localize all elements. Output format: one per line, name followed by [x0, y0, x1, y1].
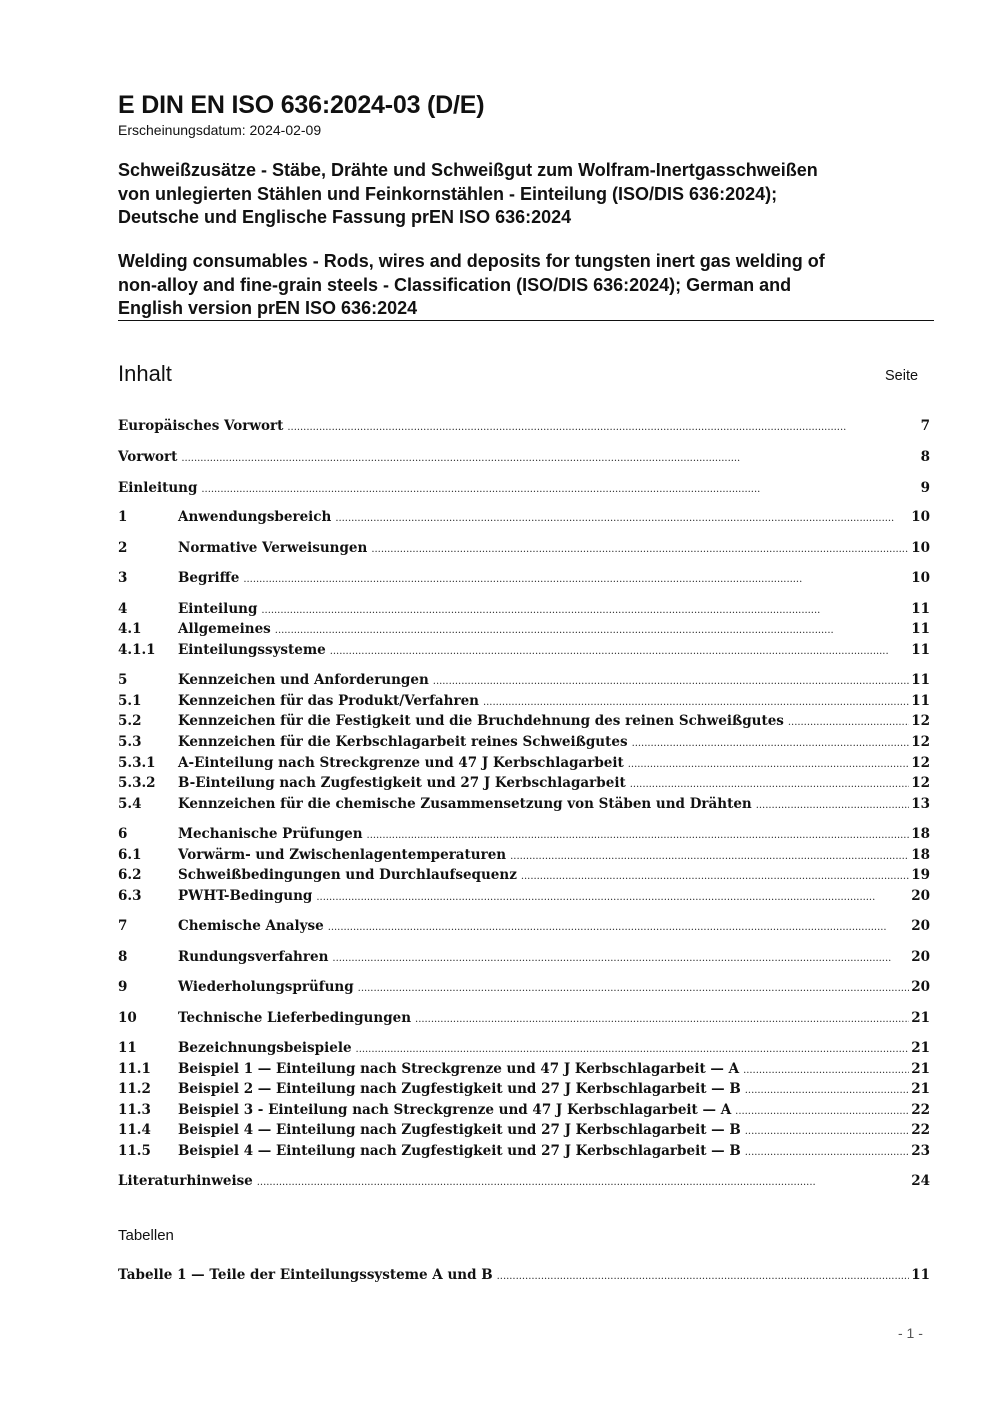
dot-leader — [632, 738, 910, 749]
publication-date: Erscheinungsdatum: 2024-02-09 — [118, 122, 322, 138]
dot-leader — [371, 544, 909, 555]
toc-entry-title: Einleitung — [118, 480, 198, 496]
toc-entry-number: 5 — [118, 672, 128, 688]
toc-entry-title: Kennzeichen für die chemische Zusammensetzung von Stäben und Drähten — [178, 796, 752, 812]
toc-entry[interactable] — [118, 449, 930, 467]
toc-entry-title: Allgemeines — [178, 621, 271, 637]
dot-leader — [261, 605, 909, 616]
toc-entry[interactable] — [118, 509, 930, 527]
german-title-line: Schweißzusätze - Stäbe, Drähte und Schweißgut zum Wolfram-Inertgasschweißen — [118, 160, 818, 180]
toc-entry-title: B-Einteilung nach Zugfestigkeit und 27 J Kerbschlagarbeit — [178, 775, 626, 791]
toc-entry[interactable] — [118, 979, 930, 997]
toc-entry-page: 22 — [911, 1122, 930, 1138]
toc-entry-title: Kennzeichen und Anforderungen — [178, 672, 429, 688]
toc-entry[interactable] — [118, 601, 930, 619]
toc-entry-title: Beispiel 4 — Einteilung nach Zugfestigkeit und 27 J Kerbschlagarbeit — B — [178, 1122, 741, 1138]
toc-entry-page: 11 — [911, 621, 930, 637]
toc-entry[interactable] — [118, 1040, 930, 1058]
toc-entry-page: 23 — [911, 1143, 930, 1159]
toc-entry[interactable] — [118, 775, 930, 793]
english-title-line: Welding consumables - Rods, wires and deposits for tungsten inert gas welding of — [118, 251, 825, 271]
toc-entry-page: 7 — [920, 418, 930, 434]
toc-entry[interactable] — [118, 867, 930, 885]
german-title-line: Deutsche und Englische Fassung prEN ISO 636:2024 — [118, 207, 572, 227]
english-title-line: non-alloy and fine-grain steels - Classification (ISO/DIS 636:2024); German and — [118, 274, 792, 295]
toc-entry-title: Technische Lieferbedingungen — [178, 1010, 412, 1026]
toc-entry-number: 11.3 — [118, 1102, 151, 1118]
toc-entry-page: 21 — [911, 1040, 930, 1056]
toc-entry-number: 8 — [118, 949, 128, 965]
page-column-label: Seite — [885, 368, 919, 384]
toc-entry-title: Chemische Analyse — [178, 918, 324, 934]
toc-entry-number: 3 — [118, 570, 128, 586]
dot-leader — [510, 851, 909, 862]
toc-entry-title: Kennzeichen für die Kerbschlagarbeit reines Schweißgutes — [178, 734, 628, 750]
toc-entry-page: 12 — [911, 713, 930, 729]
toc-entry[interactable] — [118, 480, 930, 498]
contents-heading: Inhalt — [118, 361, 172, 386]
toc-entry-page: 20 — [911, 918, 930, 934]
toc-entry-title: Europäisches Vorwort — [118, 418, 284, 434]
toc-entry-title: Vorwort — [118, 449, 178, 465]
footer-page-number: - 1 - — [898, 1325, 923, 1341]
toc-entry-number: 5.3.2 — [118, 775, 156, 791]
dot-leader — [243, 574, 909, 585]
toc-entry-page: 18 — [911, 847, 930, 863]
dot-leader — [358, 983, 910, 994]
toc-entry[interactable] — [118, 693, 930, 711]
toc-entry[interactable] — [118, 540, 930, 558]
toc-entry[interactable] — [118, 949, 930, 967]
dot-leader — [743, 1065, 909, 1076]
toc-entry-page: 13 — [911, 796, 930, 812]
toc-entry-title: Bezeichnungsbeispiele — [178, 1040, 352, 1056]
toc-entry-number: 11 — [118, 1040, 137, 1056]
dot-leader — [745, 1085, 909, 1096]
toc-entry-number: 2 — [118, 540, 128, 556]
toc-entry-page: 18 — [911, 826, 930, 842]
toc-entry-title: Einteilungssysteme — [178, 642, 326, 658]
dot-leader — [201, 484, 918, 495]
toc-entry[interactable] — [118, 755, 930, 773]
dot-leader — [328, 922, 910, 933]
toc-entry-title: Normative Verweisungen — [178, 540, 368, 556]
dot-leader — [628, 759, 909, 770]
dot-leader — [415, 1014, 909, 1025]
dot-leader — [483, 697, 909, 708]
toc-entry-page: 22 — [911, 1102, 930, 1118]
toc-entry-page: 20 — [911, 949, 930, 965]
toc-entry-number: 5.4 — [118, 796, 142, 812]
toc-entry[interactable] — [118, 672, 930, 690]
toc-entry[interactable] — [118, 1061, 930, 1079]
toc-entry[interactable] — [118, 1102, 930, 1120]
dot-leader — [316, 892, 909, 903]
toc-entry-number: 5.3 — [118, 734, 142, 750]
toc-entry-number: 5.1 — [118, 693, 142, 709]
toc-entry-number: 11.5 — [118, 1143, 151, 1159]
toc-entry-number: 6.3 — [118, 888, 142, 904]
table-entry-title: Tabelle 1 — Teile der Einteilungssysteme A und B — [118, 1267, 493, 1283]
toc-entry-title: Wiederholungsprüfung — [178, 979, 354, 995]
document-code: E DIN EN ISO 636:2024-03 (D/E) — [118, 91, 485, 119]
tables-heading: Tabellen — [118, 1227, 174, 1244]
toc-entry-number: 6.2 — [118, 867, 142, 883]
toc-entry-number: 10 — [118, 1010, 137, 1026]
dot-leader — [367, 830, 910, 841]
toc-entry[interactable] — [118, 418, 930, 436]
dot-leader — [788, 717, 909, 728]
dot-leader — [521, 871, 909, 882]
toc-entry-page: 21 — [911, 1081, 930, 1097]
toc-entry[interactable] — [118, 1143, 930, 1161]
dot-leader — [735, 1106, 909, 1117]
toc-entry-title: A-Einteilung nach Streckgrenze und 47 J Kerbschlagarbeit — [178, 755, 624, 771]
toc-entry-page: 10 — [911, 540, 930, 556]
toc-entry-page: 11 — [911, 672, 930, 688]
toc-entry-page: 12 — [911, 775, 930, 791]
toc-entry[interactable] — [118, 734, 930, 752]
toc-entry-number: 4.1 — [118, 621, 142, 637]
toc-entry[interactable] — [118, 1173, 930, 1191]
toc-entry[interactable] — [118, 826, 930, 844]
dot-leader — [433, 676, 909, 687]
toc-entry-title: Beispiel 3 - Einteilung nach Streckgrenze und 47 J Kerbschlagarbeit — A — [178, 1102, 732, 1118]
table-entry-page: 11 — [911, 1267, 930, 1283]
title-divider — [118, 320, 934, 321]
toc-entry[interactable] — [118, 796, 930, 814]
dot-leader — [287, 422, 918, 433]
toc-entry-title: Kennzeichen für das Produkt/Verfahren — [178, 693, 479, 709]
toc-entry-number: 7 — [118, 918, 128, 934]
toc-entry-page: 20 — [911, 979, 930, 995]
toc-entry-number: 1 — [118, 509, 128, 525]
toc-entry-page: 21 — [911, 1061, 930, 1077]
toc-entry-title: Literaturhinweise — [118, 1173, 253, 1189]
toc-entry-page: 10 — [911, 509, 930, 525]
toc-entry-page: 20 — [911, 888, 930, 904]
toc-entry-page: 12 — [911, 755, 930, 771]
toc-entry-page: 19 — [911, 867, 930, 883]
toc-entry-title: Mechanische Prüfungen — [178, 826, 363, 842]
toc-entry-number: 4 — [118, 601, 128, 617]
toc-entry-title: Beispiel 1 — Einteilung nach Streckgrenze und 47 J Kerbschlagarbeit — A — [178, 1061, 740, 1077]
toc-entry-page: 11 — [911, 601, 930, 617]
toc-entry[interactable] — [118, 847, 930, 865]
english-title — [118, 250, 933, 321]
toc-entry-number: 11.1 — [118, 1061, 151, 1077]
dot-leader — [497, 1271, 910, 1282]
toc-entry[interactable] — [118, 642, 930, 660]
toc-entry-title: Einteilung — [178, 601, 258, 617]
toc-entry-title: Vorwärm- und Zwischenlagentemperaturen — [178, 847, 507, 863]
toc-entry-title: Rundungsverfahren — [178, 949, 329, 965]
toc-entry-number: 9 — [118, 979, 128, 995]
dot-leader — [756, 800, 909, 811]
dot-leader — [257, 1177, 909, 1188]
toc-entry[interactable] — [118, 570, 930, 588]
toc-entry-page: 12 — [911, 734, 930, 750]
toc-entry[interactable] — [118, 621, 930, 639]
toc-entry-number: 6.1 — [118, 847, 142, 863]
toc-entry[interactable] — [118, 713, 930, 731]
table-list-entry[interactable] — [118, 1267, 930, 1285]
toc-entry-title: Begriffe — [178, 570, 240, 586]
dot-leader — [745, 1126, 909, 1137]
dot-leader — [181, 453, 918, 464]
dot-leader — [275, 625, 909, 636]
toc-entry-number: 6 — [118, 826, 128, 842]
toc-entry[interactable] — [118, 1122, 930, 1140]
toc-entry-number: 4.1.1 — [118, 642, 156, 658]
german-title — [118, 159, 933, 230]
english-title-line: English version prEN ISO 636:2024 — [118, 298, 418, 318]
toc-entry-number: 5.3.1 — [118, 755, 156, 771]
toc-entry-number: 11.2 — [118, 1081, 151, 1097]
toc-entry[interactable] — [118, 888, 930, 906]
toc-entry-page: 11 — [911, 642, 930, 658]
toc-entry-title: Schweißbedingungen und Durchlaufsequenz — [178, 867, 517, 883]
toc-entry-page: 10 — [911, 570, 930, 586]
toc-entry-title: Beispiel 4 — Einteilung nach Zugfestigkeit und 27 J Kerbschlagarbeit — B — [178, 1143, 741, 1159]
dot-leader — [332, 953, 909, 964]
toc-entry-title: Anwendungsbereich — [178, 509, 332, 525]
toc-entry-page: 21 — [911, 1010, 930, 1026]
toc-entry[interactable] — [118, 918, 930, 936]
toc-entry-page: 24 — [911, 1173, 930, 1189]
toc-entry-page: 9 — [920, 480, 930, 496]
toc-entry-title: Beispiel 2 — Einteilung nach Zugfestigkeit und 27 J Kerbschlagarbeit — B — [178, 1081, 741, 1097]
toc-entry-page: 8 — [920, 449, 930, 465]
toc-entry-title: PWHT-Bedingung — [178, 888, 313, 904]
toc-entry-title: Kennzeichen für die Festigkeit und die Bruchdehnung des reinen Schweißgutes — [178, 713, 784, 729]
german-title-line: von unlegierten Stählen und Feinkornstählen - Einteilung (ISO/DIS 636:2024); — [118, 183, 778, 204]
dot-leader — [330, 646, 909, 657]
dot-leader — [745, 1147, 909, 1158]
dot-leader — [335, 513, 909, 524]
dot-leader — [356, 1044, 910, 1055]
toc-entry[interactable] — [118, 1081, 930, 1099]
toc-entry-number: 5.2 — [118, 713, 142, 729]
toc-entry-page: 11 — [911, 693, 930, 709]
toc-entry[interactable] — [118, 1010, 930, 1028]
dot-leader — [630, 779, 910, 790]
toc-entry-number: 11.4 — [118, 1122, 151, 1138]
